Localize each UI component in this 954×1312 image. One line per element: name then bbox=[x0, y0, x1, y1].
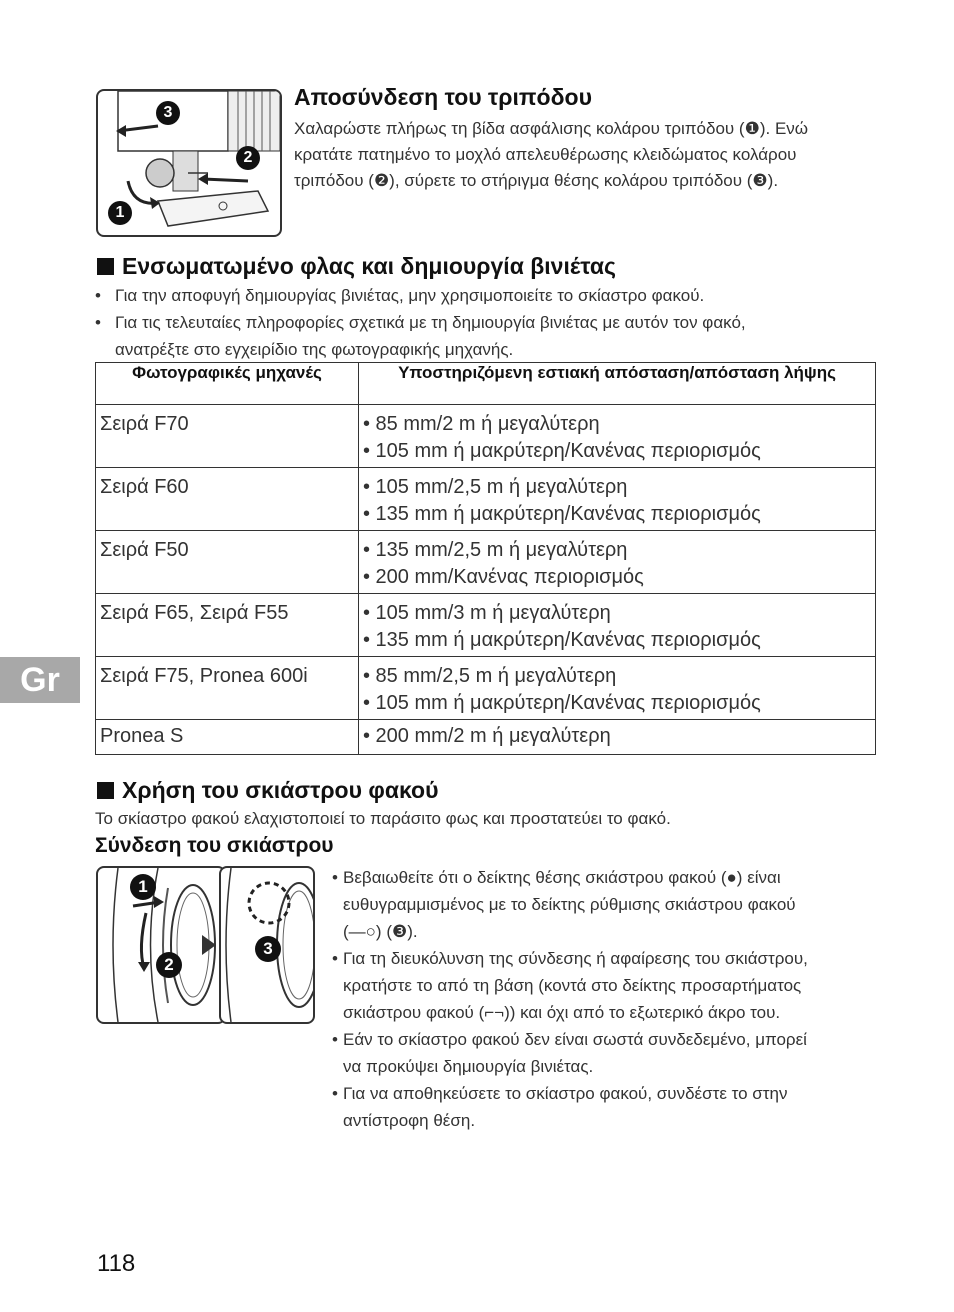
hood-bullets bbox=[332, 864, 877, 1134]
compatibility-table bbox=[95, 362, 876, 755]
tripod-line-1: Χαλαρώστε πλήρως τη βίδα ασφάλισης κολάρου τριπόδου (❶). Ενώ bbox=[294, 119, 809, 138]
cell-camera: Σειρά F50 bbox=[96, 531, 359, 594]
hood-line: (—○) (❸). bbox=[343, 922, 418, 941]
cell-line: • 135 mm ή μακρύτερη/Κανένας περιορισμός bbox=[363, 503, 761, 525]
hood-bullet-2: • Για τη διευκόλυνση της σύνδεσης ή αφαίρεσης του σκιάστρου, κρατήστε το από τη βάση (κοντά στο δείκτης προσαρτήματος σκιάστρου φακού (⌐¬)) και όχι από το εξωτερικό άκρο του. bbox=[332, 945, 877, 1026]
cell-focal bbox=[359, 657, 876, 720]
flash-bullet-2-cont: ανατρέξτε στο εγχειρίδιο της φωτογραφικής μηχανής. bbox=[115, 340, 514, 359]
cell-camera: Pronea S bbox=[96, 720, 359, 755]
header-cameras: Φωτογραφικές μηχανές bbox=[96, 363, 359, 405]
hood-line: αντίστροφη θέση. bbox=[343, 1111, 476, 1130]
tripod-illustration bbox=[96, 89, 282, 237]
cell-line: • 105 mm/2,5 m ή μεγαλύτερη bbox=[363, 476, 628, 498]
section-square-icon bbox=[97, 258, 114, 275]
hood-illustration-right bbox=[219, 866, 315, 1024]
tripod-line-2: κρατάτε πατημένο το μοχλό απελευθέρωσης κλειδώματος κολάρου bbox=[294, 145, 797, 164]
hood-line: ευθυγραμμισμένος με το δείκτης ρύθμισης σκιάστρου φακού bbox=[343, 895, 796, 914]
cell-line: • 105 mm ή μακρύτερη/Κανένας περιορισμός bbox=[363, 440, 761, 462]
cell-line: • 135 mm/2,5 m ή μεγαλύτερη bbox=[363, 539, 628, 561]
cell-focal bbox=[359, 720, 876, 755]
hood-line: Για τη διευκόλυνση της σύνδεσης ή αφαίρεσης του σκιάστρου, bbox=[343, 949, 808, 968]
cell-line: • 105 mm ή μακρύτερη/Κανένας περιορισμός bbox=[363, 692, 761, 714]
table-row bbox=[96, 657, 876, 720]
flash-title-text: Ενσωματωμένο φλας και δημιουργία βινιέτας bbox=[122, 253, 616, 279]
hood-line: να προκύψει δημιουργία βινιέτας. bbox=[343, 1057, 594, 1076]
hood-label-1: 1 bbox=[130, 874, 156, 900]
tripod-label-3: 3 bbox=[156, 101, 180, 125]
hood-bullet-4: • Για να αποθηκεύσετε το σκίαστρο φακού, συνδέστε το στην αντίστροφη θέση. bbox=[332, 1080, 877, 1134]
flash-bullet-2: • Για τις τελευταίες πληροφορίες σχετικά με τη δημιουργία βινιέτας με αυτόν τον φακό, bbox=[95, 309, 885, 336]
hood-section-title bbox=[97, 777, 438, 804]
cell-line: • 85 mm/2 m ή μεγαλύτερη bbox=[363, 413, 600, 435]
hood-bullet-3: • Εάν το σκίαστρο φακού δεν είναι σωστά συνδεδεμένο, μπορεί να προκύψει δημιουργία βινιέτας. bbox=[332, 1026, 877, 1080]
hood-title-text: Χρήση του σκιάστρου φακού bbox=[122, 777, 439, 803]
table-header-row bbox=[96, 363, 876, 405]
tripod-label-2: 2 bbox=[236, 146, 260, 170]
hood-line: Για να αποθηκεύσετε το σκίαστρο φακού, συνδέστε το στην bbox=[343, 1084, 788, 1103]
hood-bullet-1: • Βεβαιωθείτε ότι ο δείκτης θέσης σκιάστρου φακού (●) είναι ευθυγραμμισμένος με το δείκτης ρύθμισης σκιάστρου φακού (—○) (❸). bbox=[332, 864, 877, 945]
flash-section-title bbox=[97, 253, 616, 280]
cell-line: • 200 mm/Κανένας περιορισμός bbox=[363, 566, 644, 588]
hood-line: Βεβαιωθείτε ότι ο δείκτης θέσης σκιάστρου φακού (●) είναι bbox=[343, 868, 781, 887]
section-square-icon bbox=[97, 782, 114, 799]
hood-label-3: 3 bbox=[255, 936, 281, 962]
cell-camera: Σειρά F65, Σειρά F55 bbox=[96, 594, 359, 657]
table-row bbox=[96, 468, 876, 531]
table-row bbox=[96, 405, 876, 468]
cell-line: • 105 mm/3 m ή μεγαλύτερη bbox=[363, 602, 611, 624]
cell-line: • 200 mm/2 m ή μεγαλύτερη bbox=[363, 725, 611, 747]
cell-line: • 85 mm/2,5 m ή μεγαλύτερη bbox=[363, 665, 617, 687]
arrow-right-icon bbox=[202, 935, 216, 955]
flash-bullets bbox=[95, 282, 885, 336]
table-row bbox=[96, 720, 876, 755]
hood-line: σκιάστρου φακού (⌐¬)) και όχι από το εξωτερικό άκρο του. bbox=[343, 1003, 781, 1022]
hood-line: κρατήστε το από τη βάση (κοντά στο δείκτης προσαρτήματος bbox=[343, 976, 802, 995]
cell-camera: Σειρά F70 bbox=[96, 405, 359, 468]
cell-camera: Σειρά F60 bbox=[96, 468, 359, 531]
cell-line: • 135 mm ή μακρύτερη/Κανένας περιορισμός bbox=[363, 629, 761, 651]
hood-intro: Το σκίαστρο φακού ελαχιστοποιεί το παράσιτο φως και προστατεύει το φακό. bbox=[95, 809, 671, 828]
table-row bbox=[96, 531, 876, 594]
hood-label-2: 2 bbox=[156, 952, 182, 978]
tripod-label-1: 1 bbox=[108, 201, 132, 225]
header-focal: Υποστηριζόμενη εστιακή απόσταση/απόσταση λήψης bbox=[359, 363, 876, 405]
tripod-title: Αποσύνδεση του τριπόδου bbox=[294, 84, 592, 110]
hood-subtitle: Σύνδεση του σκιάστρου bbox=[95, 834, 334, 857]
flash-bullet-1: • Για την αποφυγή δημιουργίας βινιέτας, μην χρησιμοποιείτε το σκίαστρο φακού. bbox=[95, 282, 885, 309]
cell-focal bbox=[359, 405, 876, 468]
tripod-line-3: τριπόδου (❷), σύρετε το στήριγμα θέσης κολάρου τριπόδου (❸). bbox=[294, 171, 779, 190]
hood-line: Εάν το σκίαστρο φακού δεν είναι σωστά συνδεδεμένο, μπορεί bbox=[343, 1030, 807, 1049]
cell-focal bbox=[359, 531, 876, 594]
tripod-description bbox=[294, 116, 884, 194]
cell-camera: Σειρά F75, Pronea 600i bbox=[96, 657, 359, 720]
cell-focal bbox=[359, 594, 876, 657]
page-number: 118 bbox=[97, 1250, 136, 1277]
cell-focal bbox=[359, 468, 876, 531]
language-tab: Gr bbox=[0, 657, 80, 703]
table-row bbox=[96, 594, 876, 657]
